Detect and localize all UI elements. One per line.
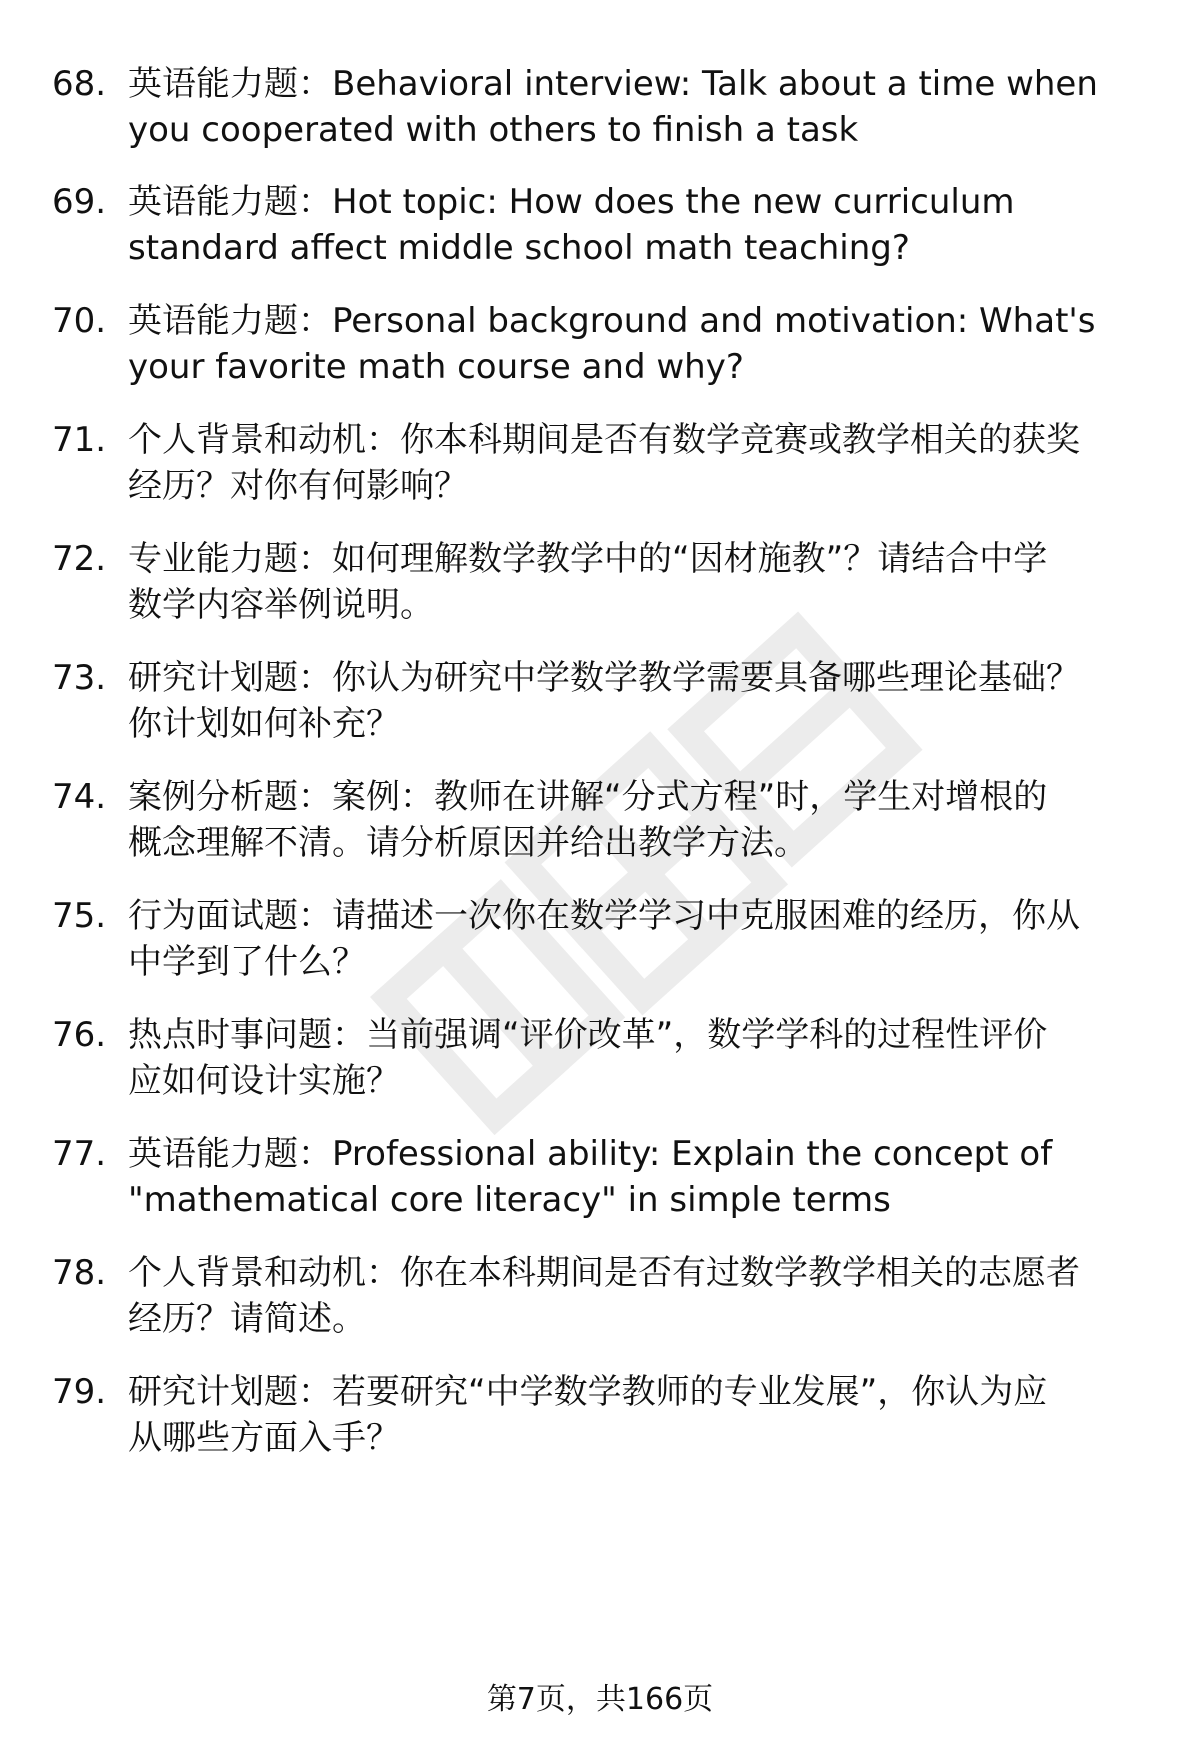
question-text-line1: 英语能力题：Professional ability: Explain the concept of bbox=[128, 1134, 1053, 1174]
question-text-line1: 英语能力题：Behavioral interview: Talk about a time when bbox=[128, 64, 1098, 104]
question-item bbox=[0, 297, 1200, 407]
question-number: 78. bbox=[52, 1253, 107, 1293]
question-item bbox=[0, 773, 1200, 883]
question-number: 71. bbox=[52, 420, 107, 460]
question-text-line2: 概念理解不清。请分析原因并给出教学方法。 bbox=[128, 823, 808, 863]
question-item bbox=[0, 1249, 1200, 1359]
question-text-line1: 案例分析题：案例：教师在讲解“分式方程”时，学生对增根的 bbox=[128, 777, 1048, 817]
question-item bbox=[0, 416, 1200, 526]
question-number: 79. bbox=[52, 1372, 107, 1412]
question-item bbox=[0, 178, 1200, 288]
question-text-line2: you cooperated with others to finish a task bbox=[128, 110, 859, 150]
question-text-line1: 研究计划题：你认为研究中学数学教学需要具备哪些理论基础？ bbox=[128, 658, 1080, 698]
question-number: 73. bbox=[52, 658, 107, 698]
question-item bbox=[0, 535, 1200, 645]
question-text-line1: 个人背景和动机：你在本科期间是否有过数学教学相关的志愿者 bbox=[128, 1253, 1080, 1293]
question-text-line2: 应如何设计实施？ bbox=[128, 1061, 400, 1101]
question-text-line1: 行为面试题：请描述一次你在数学学习中克服困难的经历，你从 bbox=[128, 896, 1080, 936]
question-text-line1: 热点时事问题：当前强调“评价改革”，数学学科的过程性评价 bbox=[128, 1015, 1048, 1055]
question-number: 69. bbox=[52, 182, 107, 222]
question-number: 68. bbox=[52, 64, 107, 104]
question-text-line2: 你计划如何补充？ bbox=[128, 704, 400, 744]
question-text-line2: 经历？对你有何影响？ bbox=[128, 466, 468, 506]
question-number: 72. bbox=[52, 539, 107, 579]
question-text-line2: 数学内容举例说明。 bbox=[128, 585, 434, 625]
question-text-line1: 专业能力题：如何理解数学教学中的“因材施教”？请结合中学 bbox=[128, 539, 1048, 579]
question-item bbox=[0, 654, 1200, 764]
question-number: 75. bbox=[52, 896, 107, 936]
question-text-line1: 个人背景和动机：你本科期间是否有数学竞赛或教学相关的获奖 bbox=[128, 420, 1080, 460]
question-number: 76. bbox=[52, 1015, 107, 1055]
question-number: 74. bbox=[52, 777, 107, 817]
question-item bbox=[0, 1368, 1200, 1478]
question-text-line2: 从哪些方面入手？ bbox=[128, 1418, 400, 1458]
question-item bbox=[0, 1011, 1200, 1121]
question-text-line2: your favorite math course and why? bbox=[128, 347, 744, 387]
question-number: 70. bbox=[52, 301, 107, 341]
question-text-line2: "mathematical core literacy" in simple terms bbox=[128, 1180, 891, 1220]
question-item bbox=[0, 1130, 1200, 1240]
question-item bbox=[0, 60, 1200, 170]
question-text-line2: 经历？请简述。 bbox=[128, 1299, 366, 1339]
question-item bbox=[0, 892, 1200, 1002]
page-number: 第7页，共166页 bbox=[486, 1682, 714, 1717]
question-text-line1: 英语能力题：Hot topic: How does the new curriculum bbox=[128, 182, 1015, 222]
question-text-line1: 英语能力题：Personal background and motivation: What's bbox=[128, 301, 1096, 341]
question-text-line2: standard affect middle school math teaching? bbox=[128, 228, 910, 268]
question-number: 77. bbox=[52, 1134, 107, 1174]
question-text-line1: 研究计划题：若要研究“中学数学教师的专业发展”，你认为应 bbox=[128, 1372, 1048, 1412]
question-text-line2: 中学到了什么？ bbox=[128, 942, 366, 982]
